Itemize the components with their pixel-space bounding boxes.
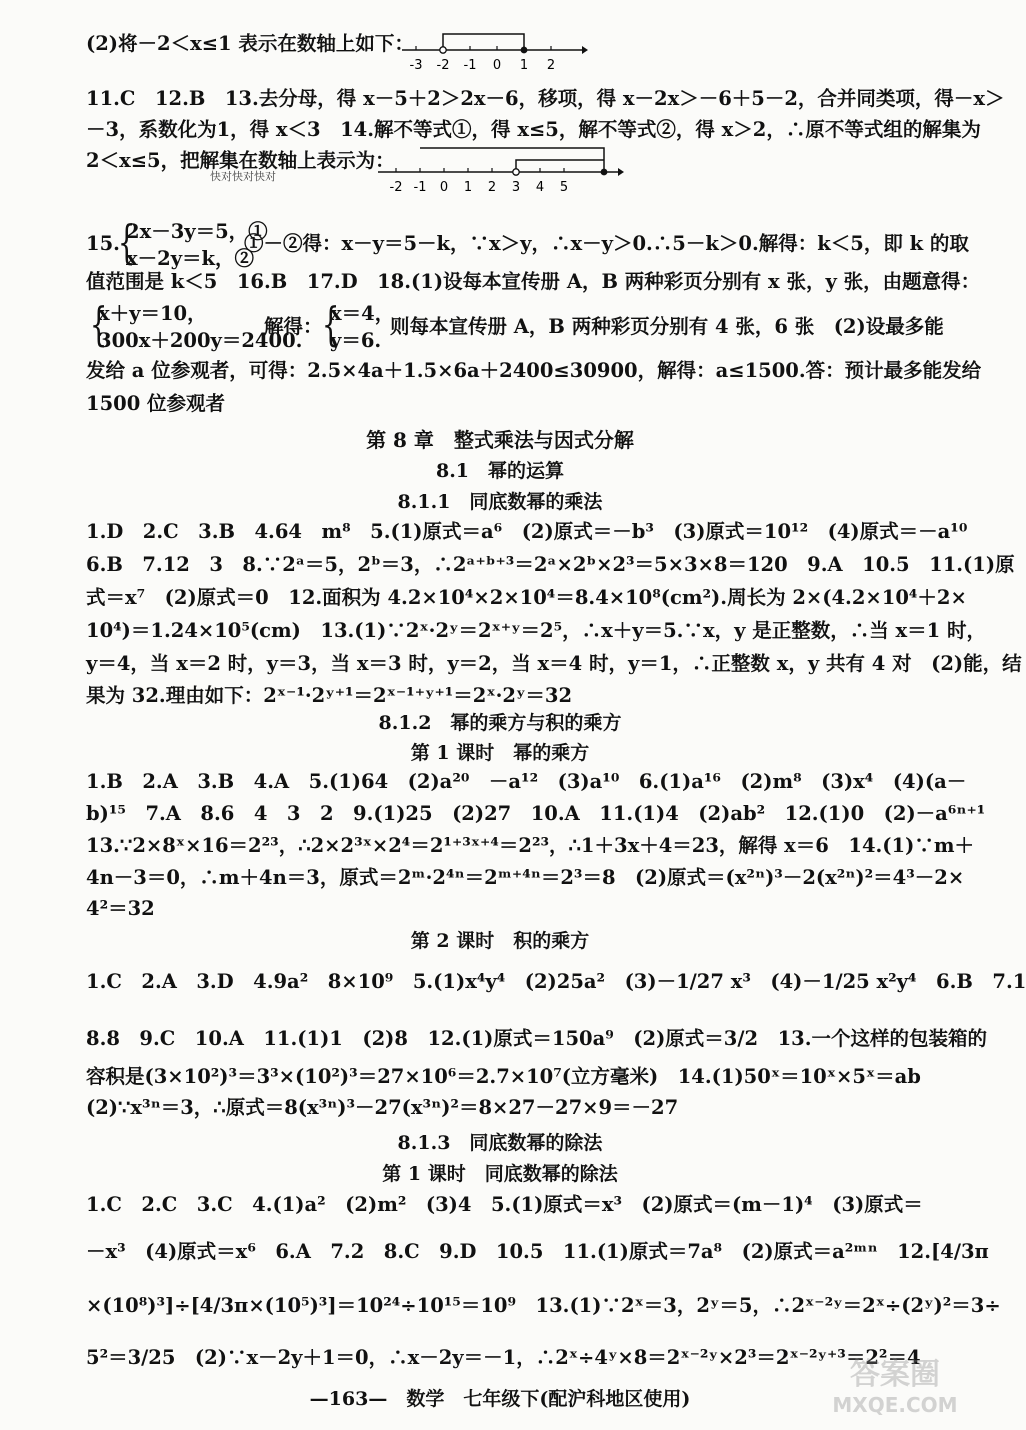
tick-label: 0: [439, 180, 449, 195]
tick-label: -2: [389, 180, 403, 195]
answer-line: (2)∵x³ⁿ＝3，∴原式＝8(x³ⁿ)³－27(x³ⁿ)²＝8×27－27×9＝－27: [86, 1096, 679, 1119]
watermark-logo: [810, 1350, 980, 1420]
answer-line: 4²＝32: [86, 897, 155, 920]
answer-line: 11.C 12.B 13.去分母，得 x－5＋2＞2x－6，移项，得 x－2x＞－6＋5－2，合并同类项，得－x＞: [86, 87, 1005, 110]
answer-line: 8.8 9.C 10.A 11.(1)1 (2)8 12.(1)原式＝150a⁹ (2)原式＝3/2 13.一个这样的包装箱的: [86, 1027, 987, 1050]
equation: x＋y＝10，: [98, 302, 207, 325]
tick-label: 1: [519, 58, 529, 73]
tick-label: -3: [409, 58, 423, 73]
answer-line: 2＜x≤5，把解集在数轴上表示为：: [86, 149, 395, 172]
tick-label: 3: [511, 180, 521, 195]
answer-line: 果为 32.理由如下：2ˣ⁻¹·2ʸ⁺¹＝2ˣ⁻¹⁺ʸ⁺¹＝2ˣ·2ʸ＝32: [86, 684, 573, 707]
answer-line: －3，系数化为1，得 x＜3 14.解不等式①，得 x≤5，解不等式②，得 x＞2，∴原不等式组的解集为: [86, 118, 981, 141]
brace-icon: {: [321, 297, 340, 351]
tick-label: 0: [492, 58, 502, 73]
brace-icon: {: [117, 215, 136, 269]
answer-line: 1500 位参观者: [86, 392, 226, 415]
answer-line: 值范围是 k＜5 16.B 17.D 18.(1)设每本宣传册 A，B 两种彩页分别有 x 张，y 张，由题意得：: [86, 270, 981, 293]
answer-line: 1.C 2.A 3.D 4.9a² 8×10⁹ 5.(1)x⁴y⁴ (2)25a² (3)－1/27 x³ (4)－1/25 x²y⁴ 6.B 7.1: [86, 970, 1026, 993]
equation: x－2y＝k，②: [126, 247, 255, 270]
answer-line: 发给 a 位参观者，可得：2.5×4a＋1.5×6a＋2400≤30900，解得：a≤1500.答：预计最多能发给: [86, 359, 982, 382]
answer-line: ×(10⁸)³]÷[4/3π×(10⁵)³]＝10²⁴÷10¹⁵＝10⁹ 13.(1)∵2ˣ＝3，2ʸ＝5，∴2ˣ⁻²ʸ＝2ˣ÷(2ʸ)²＝3÷: [86, 1294, 1001, 1317]
answer-line: 1.D 2.C 3.B 4.64 m⁸ 5.(1)原式＝a⁶ (2)原式＝－b³ (3)原式＝10¹² (4)原式＝－a¹⁰: [86, 520, 968, 543]
answer-line: (2)将－2＜x≤1 表示在数轴上如下：: [86, 32, 414, 55]
answer-line: ①－②得：x－y＝5－k，∵x＞y，∴x－y＞0.∴5－k＞0.解得：k＜5，即 k 的取: [244, 232, 969, 255]
answer-line: b)¹⁵ 7.A 8.6 4 3 2 9.(1)25 (2)27 10.A 11.(1)4 (2)ab² 12.(1)0 (2)－a⁶ⁿ⁺¹: [86, 802, 986, 825]
chapter-heading: 第 8 章 整式乘法与因式分解: [366, 428, 634, 452]
number-line-2: [376, 142, 626, 194]
tick-label: 1: [463, 180, 473, 195]
section-heading: 8.1 幂的运算: [435, 460, 565, 482]
tick-label: -2: [436, 58, 450, 73]
svg-text:MXQE.COM: MXQE.COM: [832, 1393, 958, 1417]
answer-line: 6.B 7.12 3 8.∵2ᵃ＝5，2ᵇ＝3，∴2ᵃ⁺ᵇ⁺³＝2ᵃ×2ᵇ×2³＝5×3×8＝120 9.A 10.5 11.(1)原: [86, 553, 1015, 576]
answer-line: －x³ (4)原式＝x⁶ 6.A 7.2 8.C 9.D 10.5 11.(1)原式＝7a⁸ (2)原式＝a²ᵐⁿ 12.[4/3π: [86, 1240, 989, 1263]
ghost-watermark-text: 快对快对快对: [210, 170, 276, 183]
page-footer: —163— 数学 七年级下(配沪科地区使用): [309, 1388, 691, 1410]
tick-label: 2: [487, 180, 497, 195]
answer-line: 容积是(3×10²)³＝3³×(10²)³＝27×10⁶＝2.7×10⁷(立方毫米) 14.(1)50ˣ＝10ˣ×5ˣ＝ab: [86, 1065, 921, 1088]
subsection-heading: 8.1.2 幂的乘方与积的乘方: [378, 712, 622, 734]
equation: 300x＋200y＝2400.: [98, 329, 303, 352]
answer-line: 1.B 2.A 3.B 4.A 5.(1)64 (2)a²⁰ －a¹² (3)a¹⁰ 6.(1)a¹⁶ (2)m⁸ (3)x⁴ (4)(a－: [86, 770, 967, 793]
equation: 2x－3y＝5，①: [126, 220, 268, 243]
answer-line: y＝4，当 x＝2 时，y＝3，当 x＝3 时，y＝2，当 x＝4 时，y＝1，∴正整数 x，y 共有 4 对 (2)能，结: [86, 652, 1022, 675]
tick-label: -1: [413, 180, 427, 195]
equation: x＝4，: [330, 302, 395, 325]
answer-line: 10⁴)＝1.24×10⁵(cm) 13.(1)∵2ˣ·2ʸ＝2ˣ⁺ʸ＝2⁵，∴x＋y＝5.∵x，y 是正整数，∴当 x＝1 时，: [86, 619, 986, 642]
answer-line: 1.C 2.C 3.C 4.(1)a² (2)m² (3)4 5.(1)原式＝x³ (2)原式＝(m－1)⁴ (3)原式＝: [86, 1193, 923, 1216]
subsection-heading: 8.1.1 同底数幂的乘法: [397, 491, 603, 513]
tick-label: 4: [535, 180, 545, 195]
equation: y＝6.: [330, 329, 382, 352]
answer-line: 则每本宣传册 A，B 两种彩页分别有 4 张，6 张 (2)设最多能: [390, 315, 944, 338]
answer-line: 5²＝3/25 (2)∵x－2y＋1＝0，∴x－2y＝－1，∴2ˣ÷4ʸ×8＝2ˣ⁻²ʸ×2³＝2ˣ⁻²ʸ⁺³＝2²＝4: [86, 1346, 921, 1369]
answer-line: 13.∵2×8ˣ×16＝2²³，∴2×2³ˣ×2⁴＝2¹⁺³ˣ⁺⁴＝2²³，∴1＋3x＋4＝23，解得 x＝6 14.(1)∵m＋: [86, 834, 974, 857]
tick-label: 2: [546, 58, 556, 73]
tick-label: -1: [463, 58, 477, 73]
tick-label: 5: [559, 180, 569, 195]
lesson-heading: 第 1 课时 幂的乘方: [410, 742, 590, 764]
brace-icon: {: [89, 297, 108, 351]
answer-line: 4n－3＝0，∴m＋4n＝3，原式＝2ᵐ·2⁴ⁿ＝2ᵐ⁺⁴ⁿ＝2³＝8 (2)原式＝(x²ⁿ)³－2(x²ⁿ)²＝4³－2×: [86, 866, 965, 889]
subsection-heading: 8.1.3 同底数幂的除法: [397, 1132, 603, 1154]
number-line-1: [398, 28, 588, 74]
svg-text:答案圈: 答案圈: [850, 1357, 940, 1392]
lesson-heading: 第 1 课时 同底数幂的除法: [382, 1163, 618, 1185]
answer-line: 式＝x⁷ (2)原式＝0 12.面积为 4.2×10⁴×2×10⁴＝8.4×10⁸(cm²).周长为 2×(4.2×10⁴＋2×: [86, 586, 967, 609]
lesson-heading: 第 2 课时 积的乘方: [410, 930, 590, 952]
question-number: 15.: [86, 232, 120, 255]
solve-label: 解得：: [264, 315, 323, 338]
